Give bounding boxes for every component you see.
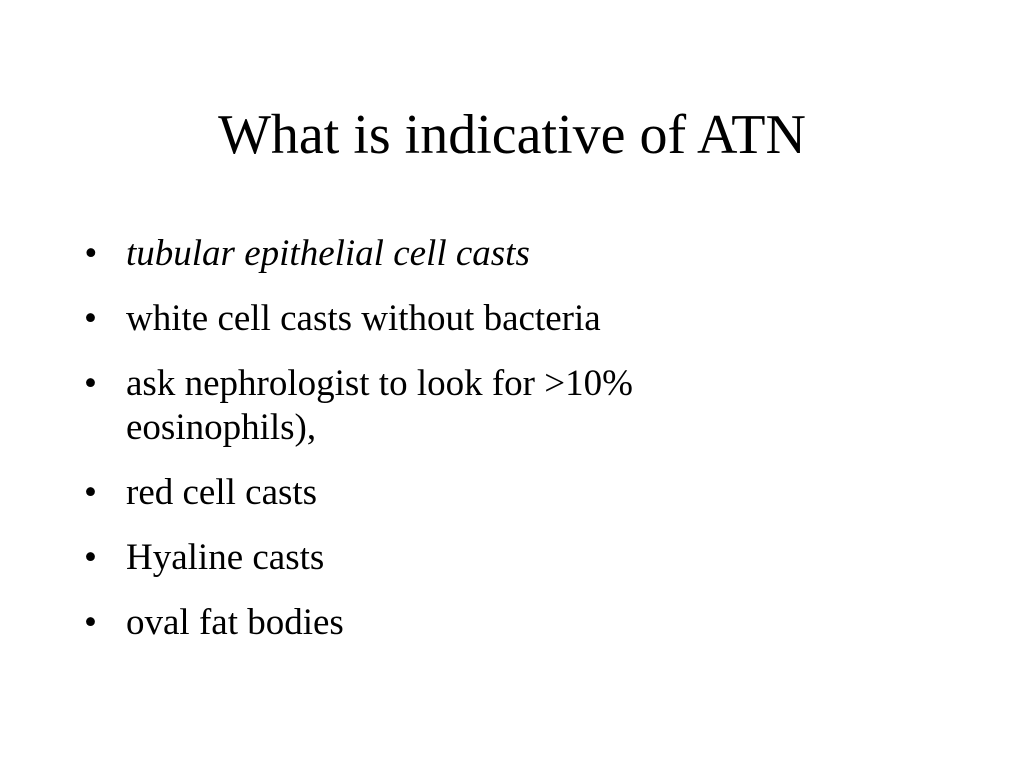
bullet-item	[84, 601, 784, 645]
bullet-item	[84, 471, 784, 515]
bullet-item	[84, 536, 784, 580]
bullet-item	[84, 362, 784, 450]
bullet-icon: •	[84, 363, 97, 404]
bullet-text: ask nephrologist to look for >10% eosinophils),	[126, 363, 633, 448]
bullet-icon: •	[84, 602, 97, 643]
bullet-list	[84, 232, 784, 666]
bullet-text: white cell casts without bacteria	[126, 298, 601, 339]
slide-title: What is indicative of ATN	[218, 104, 806, 166]
bullet-text: red cell casts	[126, 472, 318, 513]
bullet-item	[84, 232, 784, 276]
bullet-text: oval fat bodies	[126, 602, 344, 643]
bullet-icon: •	[84, 233, 97, 274]
bullet-item	[84, 297, 784, 341]
bullet-icon: •	[84, 537, 97, 578]
bullet-icon: •	[84, 472, 97, 513]
bullet-icon: •	[84, 298, 97, 339]
bullet-text: Hyaline casts	[126, 537, 325, 578]
bullet-text: tubular epithelial cell casts	[126, 233, 530, 274]
